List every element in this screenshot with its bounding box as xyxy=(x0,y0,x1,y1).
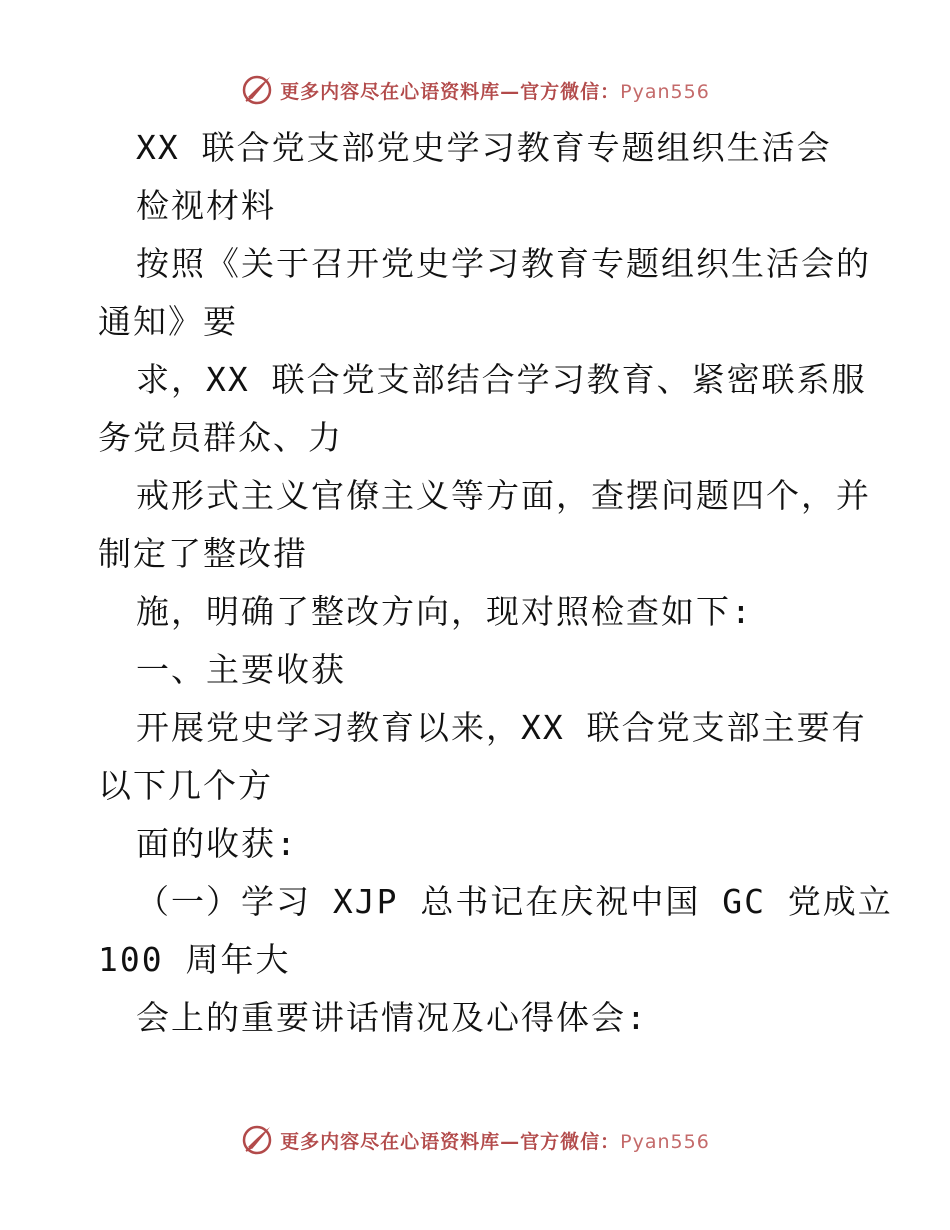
header-banner-inner xyxy=(240,73,710,107)
doc-title-line-2: 检视材料 xyxy=(136,186,276,225)
footer-banner-handle: Pyan556 xyxy=(620,1130,710,1153)
doc-paragraph-line: 求，XX 联合党支部结合学习教育、紧密联系服 xyxy=(136,360,867,399)
quill-logo-icon xyxy=(240,73,274,107)
header-banner-text: 更多内容尽在心语资料库—官方微信：Pyan556 xyxy=(280,80,710,103)
doc-paragraph-line: 施，明确了整改方向，现对照检查如下: xyxy=(136,592,753,631)
doc-subsection-heading: （一）学习 XJP 总书记在庆祝中国 GC 党成立 xyxy=(136,882,893,921)
doc-section-heading: 一、主要收获 xyxy=(136,650,346,689)
doc-paragraph-line: 戒形式主义官僚主义等方面，查摆问题四个，并 xyxy=(136,476,871,515)
footer-banner-text: 更多内容尽在心语资料库—官方微信：Pyan556 xyxy=(280,1130,710,1153)
header-banner-handle: Pyan556 xyxy=(620,80,710,103)
doc-paragraph-line: 通知》要 xyxy=(98,302,238,341)
doc-title-line-1: XX 联合党支部党史学习教育专题组织生活会 xyxy=(136,128,832,167)
doc-paragraph-line: 面的收获: xyxy=(136,824,298,863)
doc-paragraph-line: 务党员群众、力 xyxy=(98,418,343,457)
header-banner xyxy=(0,70,950,110)
footer-banner xyxy=(0,1120,950,1160)
doc-paragraph-line: 会上的重要讲话情况及心得体会: xyxy=(136,998,648,1037)
quill-logo-icon xyxy=(240,1123,274,1157)
footer-banner-inner xyxy=(240,1123,710,1157)
doc-paragraph-line: 按照《关于召开党史学习教育专题组织生活会的 xyxy=(136,244,871,283)
doc-paragraph-line: 开展党史学习教育以来，XX 联合党支部主要有 xyxy=(136,708,867,747)
doc-paragraph-line: 100 周年大 xyxy=(98,940,291,979)
doc-paragraph-line: 制定了整改措 xyxy=(98,534,308,573)
doc-paragraph-line: 以下几个方 xyxy=(98,766,273,805)
